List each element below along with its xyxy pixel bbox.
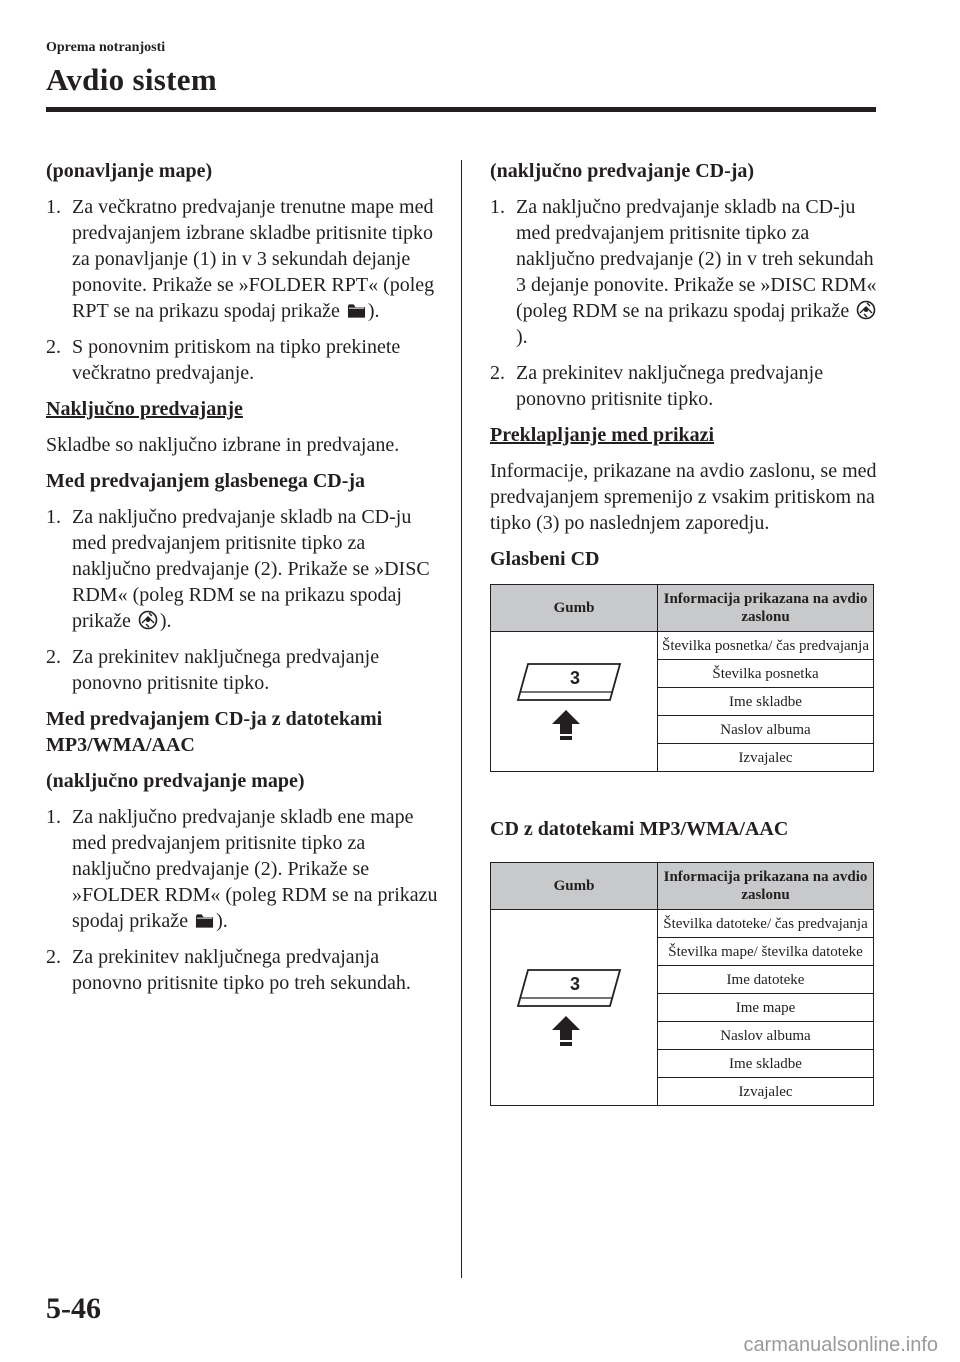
column-header-button: Gumb <box>491 863 658 910</box>
music-cd-table <box>490 584 874 772</box>
list-item <box>490 360 882 412</box>
list-number: 2. <box>46 646 61 668</box>
left-column <box>46 158 438 996</box>
list-text: Za naključno predvajanje skladb na CD-ju med predvajanjem pritisnite tipko za naključno predvajanje (2). Prikaže se »DISC RDM« (poleg RDM se na prikazu spodaj prikaže ). <box>72 506 430 632</box>
table-cell: Naslov albuma <box>658 1022 874 1050</box>
button-cell <box>491 910 658 1106</box>
list-text: Za večkratno predvajanje trenutne mape med predvajanjem izbrane skladbe pritisnite tipko za ponavljanje (1) in v 3 sekundah dejanje ponovite. Prikaže se »FOLDER RPT« (poleg RPT se na prikazu spodaj prikaže ). <box>72 196 435 322</box>
table-header-row <box>491 585 874 632</box>
list-number: 1. <box>46 196 61 218</box>
heading-random-play: Naključno predvajanje <box>46 398 243 420</box>
column-header-info: Informacija prikazana na avdio zaslonu <box>658 585 874 632</box>
list-item <box>46 804 438 934</box>
folder-icon <box>347 302 366 320</box>
list-number: 2. <box>46 336 61 358</box>
disc-random-icon <box>856 300 876 320</box>
table-cell: Številka datoteke/ čas predvajanja <box>658 910 874 938</box>
table-cell: Naslov albuma <box>658 716 874 744</box>
table-header-row <box>491 863 874 910</box>
heading-music-cd-table: Glasbeni CD <box>490 548 600 570</box>
switch-intro: Informacije, prikazane na avdio zaslonu, se med predvajanjem spremenijo z vsakim pritiskom na tipko (3) po naslednjem zaporedju. <box>490 460 877 534</box>
page-number: 5-46 <box>46 1292 101 1325</box>
heading-mp3-cd: Med predvajanjem CD-ja z datotekami MP3/WMA/AAC <box>46 708 383 756</box>
heading-mp3-table: CD z datotekami MP3/WMA/AAC <box>490 818 789 840</box>
list-item <box>46 194 438 324</box>
list-text: Za prekinitev naključnega predvajanja ponovno pritisnite tipko po treh sekundah. <box>72 946 411 994</box>
table-cell: Ime skladbe <box>658 688 874 716</box>
list-item <box>490 194 882 350</box>
table-row <box>491 910 874 938</box>
table-cell: Ime datoteke <box>658 966 874 994</box>
column-header-button: Gumb <box>491 585 658 632</box>
list-item <box>46 644 438 696</box>
button-3-icon <box>514 960 634 1050</box>
list-item <box>46 944 438 996</box>
list-text: Za naključno predvajanje skladb ene mape med predvajanjem pritisnite tipko za naključno predvajanje (2). Prikaže se »FOLDER RDM« (poleg RDM se na prikazu spodaj prikaže ). <box>72 806 438 932</box>
heading-switch-display: Preklapljanje med prikazi <box>490 424 715 446</box>
column-header-info: Informacija prikazana na avdio zaslonu <box>658 863 874 910</box>
list-number: 2. <box>490 362 505 384</box>
list-text: S ponovnim pritiskom na tipko prekinete večkratno predvajanje. <box>72 336 401 384</box>
right-column <box>490 158 882 1106</box>
button-cell <box>491 632 658 772</box>
title-rule <box>46 107 876 112</box>
table-cell: Številka mape/ številka datoteke <box>658 938 874 966</box>
table-cell: Ime skladbe <box>658 1050 874 1078</box>
watermark: carmanualsonline.info <box>743 1334 938 1356</box>
column-divider <box>461 160 462 1278</box>
folder-icon <box>195 912 214 930</box>
heading-cd-random: (naključno predvajanje CD-ja) <box>490 160 755 182</box>
list-number: 2. <box>46 946 61 968</box>
list-item <box>46 504 438 634</box>
list-number: 1. <box>46 506 61 528</box>
table-cell: Izvajalec <box>658 1078 874 1106</box>
list-text: Za prekinitev naključnega predvajanje ponovno pritisnite tipko. <box>516 362 824 410</box>
list-number: 1. <box>46 806 61 828</box>
page-title: Avdio sistem <box>46 62 217 97</box>
list-item <box>46 334 438 386</box>
random-intro: Skladbe so naključno izbrane in predvajane. <box>46 434 400 456</box>
heading-folder-random: (naključno predvajanje mape) <box>46 770 305 792</box>
table-cell: Številka posnetka/ čas predvajanja <box>658 632 874 660</box>
heading-folder-repeat: (ponavljanje mape) <box>46 160 213 182</box>
mp3-cd-table <box>490 862 874 1106</box>
list-text: Za prekinitev naključnega predvajanje ponovno pritisnite tipko. <box>72 646 380 694</box>
section-label: Oprema notranjosti <box>46 40 166 55</box>
table-cell: Številka posnetka <box>658 660 874 688</box>
list-number: 1. <box>490 196 505 218</box>
heading-music-cd: Med predvajanjem glasbenega CD-ja <box>46 470 366 492</box>
table-cell: Ime mape <box>658 994 874 1022</box>
disc-random-icon <box>138 610 158 630</box>
table-row <box>491 632 874 660</box>
table-cell: Izvajalec <box>658 744 874 772</box>
button-3-icon <box>514 654 634 744</box>
list-text: Za naključno predvajanje skladb na CD-ju med predvajanjem pritisnite tipko za naključno predvajanje (2) in v treh sekundah 3 dejanje ponovite. Prikaže se »DISC RDM« (poleg RDM se na prikazu spodaj prikaže ). <box>516 196 877 348</box>
